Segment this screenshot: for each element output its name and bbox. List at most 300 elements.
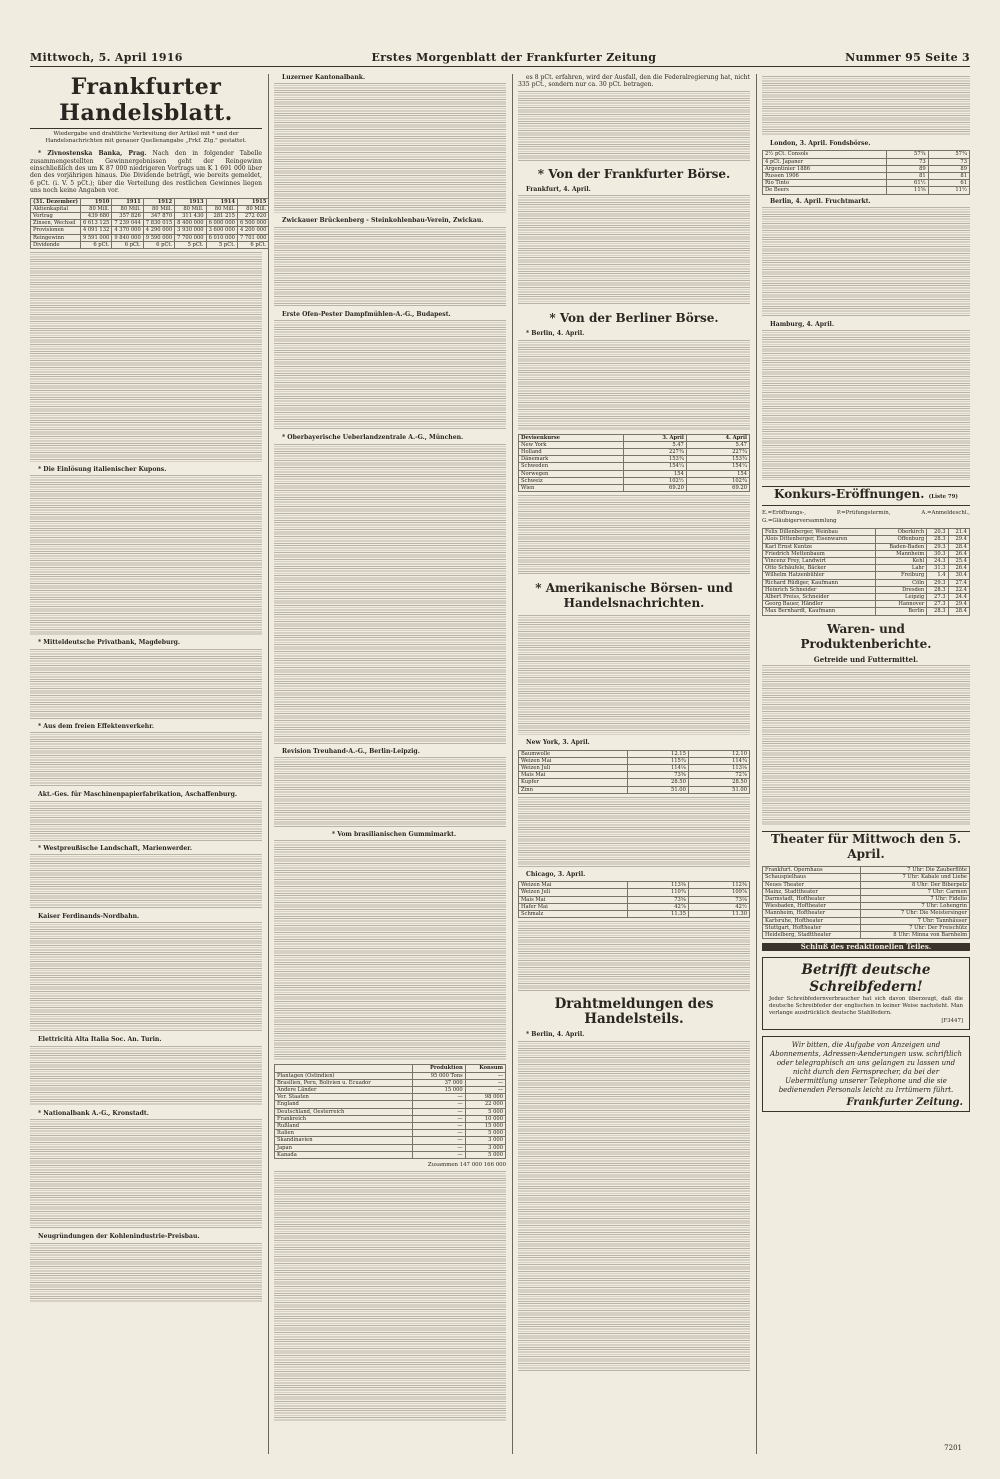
table-row: [763, 601, 970, 608]
table-row: [763, 888, 970, 895]
theater-table: [762, 866, 970, 939]
table-cell: 80 Mill.: [237, 205, 268, 212]
table-cell: Schweden: [519, 463, 624, 470]
article-heading: Revision Treuhand-A.-G., Berlin-Leipzig.: [282, 747, 420, 755]
table-cell: Weizen Mai: [519, 882, 628, 889]
table-row: [763, 165, 970, 172]
table-row: [519, 470, 750, 477]
table-cell: 11½: [928, 187, 969, 194]
table-cell: 28.3: [927, 536, 948, 543]
section-heading: Waren- und Produktenberichte.: [800, 621, 932, 651]
table-cell: —: [413, 1130, 466, 1137]
article-body: [518, 921, 750, 991]
table-cell: Kehl: [875, 558, 927, 565]
table-row: [763, 917, 970, 924]
table-cell: Otto Schäufele, Bäcker: [763, 565, 876, 572]
article-body: [30, 1119, 262, 1229]
bank-earnings-table: [30, 198, 269, 249]
header-paper: Erstes Morgenblatt der Frankfurter Zeitung: [371, 51, 657, 64]
table-cell: 227¾: [623, 449, 686, 456]
table-row: [519, 779, 750, 786]
table-cell: Mais Mai: [519, 772, 628, 779]
article-body: [274, 1171, 506, 1421]
chicago-market-table: [518, 881, 750, 918]
table-header-cell: 1911: [112, 198, 143, 205]
section-heading: * Von der Frankfurter Börse.: [537, 166, 731, 181]
table-cell: 102½: [623, 477, 686, 484]
article-heading: Erste Ofen-Pester Dampfmühlen-A.-G., Budapest.: [282, 310, 451, 318]
article-body: [30, 475, 262, 635]
table-cell: 113⅜: [627, 882, 688, 889]
table-cell: 11⅝: [887, 187, 928, 194]
table-row: [519, 911, 750, 918]
table-row: [519, 750, 750, 757]
table-cell: 95 000 Tons: [413, 1072, 466, 1079]
article-body: [30, 649, 262, 719]
table-cell: Leipzig: [875, 594, 927, 601]
table-cell: Lahr: [875, 565, 927, 572]
article-heading: Zwickauer Brückenberg - Steinkohlenbau-Verein, Zwickau.: [282, 217, 484, 225]
table-cell: Friedrich Mettenbaum: [763, 550, 876, 557]
table-row: [763, 903, 970, 910]
exchange-rate-table: [518, 434, 750, 493]
table-cell: Mainz, Stadttheater: [763, 888, 861, 895]
table-row: [31, 220, 269, 227]
article-heading: * Oberbayerische Ueberlandzentrale A.-G., München.: [282, 434, 464, 442]
table-cell: Dividende: [31, 241, 81, 248]
table-row: [763, 594, 970, 601]
article-body: [30, 854, 262, 909]
table-cell: 5 pCt.: [175, 241, 206, 248]
article-text: Nach den in folgender Tabelle zusammengestellten Gewinnergebnissen geht der Reingewinn einschließlich des um K 87 000 niedrigeren Vortrags um K 1 691 000 über den des vorjährigen hinaus. Die Dividende beträgt, wie bereits gemeldet, 6 pCt. (i. V. 5 pCt.); über die Verteilung des restlichen Gewinnes liegen uns noch keine Angaben vor.: [30, 150, 263, 195]
table-cell: —: [413, 1123, 466, 1130]
table-cell: 5 000: [465, 1108, 505, 1115]
table-cell: 4 pCt. Japaner: [763, 158, 887, 165]
table-cell: 30.4: [948, 572, 969, 579]
table-cell: Heidelberg, Stadttheater: [763, 931, 861, 938]
table-cell: Hafer Mai: [519, 903, 628, 910]
article-body: [30, 252, 262, 462]
article-body: [762, 665, 970, 825]
dateline: Chicago, 3. April.: [526, 870, 586, 878]
table-cell: 15 000: [465, 1123, 505, 1130]
table-row: [763, 931, 970, 938]
section-heading: Theater für Mittwoch den 5. April.: [762, 831, 970, 862]
table-cell: —: [413, 1108, 466, 1115]
table-cell: 6 pCt.: [80, 241, 111, 248]
table-row: [763, 180, 970, 187]
article-body: [274, 840, 506, 1060]
table-header-cell: Konsum: [465, 1065, 505, 1072]
table-row: [763, 565, 970, 572]
table-cell: 102¾: [686, 477, 749, 484]
table-cell: 114⅛: [627, 765, 688, 772]
table-cell: 113⅛: [688, 765, 749, 772]
table-cell: —: [413, 1137, 466, 1144]
newspaper-page: [30, 34, 970, 1454]
table-cell: 28.50: [688, 779, 749, 786]
table-cell: 61: [928, 180, 969, 187]
table-row: [519, 485, 750, 492]
table-cell: Holland: [519, 449, 624, 456]
table-cell: 7 Uhr: Tannhäuser: [861, 917, 970, 924]
table-cell: 7 Uhr: Die Zauberflöte: [861, 867, 970, 874]
table-cell: Provisionen: [31, 227, 81, 234]
table-cell: 114¾: [688, 757, 749, 764]
table-row: [763, 550, 970, 557]
table-cell: 25.4: [948, 558, 969, 565]
dateline: London, 3. April. Fondsbörse.: [770, 140, 871, 147]
table-row: [763, 558, 970, 565]
column-3: [518, 74, 750, 1454]
table-row: [519, 765, 750, 772]
article-body: [518, 797, 750, 867]
table-row: [763, 608, 970, 615]
table-cell: 7 700 000: [175, 234, 206, 241]
table-cell: 5.47: [623, 441, 686, 448]
table-cell: 110¾: [627, 889, 688, 896]
table-cell: Schauspielhaus: [763, 874, 861, 881]
table-cell: —: [465, 1087, 505, 1094]
table-cell: Georg Bauer, Händler: [763, 601, 876, 608]
dateline: * Berlin, 4. April.: [526, 330, 585, 338]
article-heading: Akt.-Ges. für Maschinenpapierfabrikation, Aschaffenburg.: [38, 791, 237, 799]
table-cell: 227¾: [686, 449, 749, 456]
table-cell: Richard Rüdiger, Kaufmann: [763, 579, 876, 586]
rubber-total: Zusammen 147 000 166 000: [427, 1162, 506, 1169]
article-body: [518, 340, 750, 430]
table-row: [31, 213, 269, 220]
table-cell: 26.4: [948, 565, 969, 572]
table-header-cell: (31. Dezember): [31, 198, 81, 205]
table-row: [519, 896, 750, 903]
table-cell: 5 000: [465, 1151, 505, 1158]
table-cell: Ver. Staaten: [275, 1094, 413, 1101]
table-cell: Italien: [275, 1130, 413, 1137]
table-cell: 311 430: [175, 213, 206, 220]
table-cell: 4 200 000: [237, 227, 268, 234]
table-cell: 154: [686, 470, 749, 477]
article-body: [274, 227, 506, 307]
table-row: [763, 536, 970, 543]
table-cell: 27.4: [948, 579, 969, 586]
table-row: [519, 757, 750, 764]
table-cell: 7 Uhr: Fidelio: [861, 895, 970, 902]
table-cell: Norwegen: [519, 470, 624, 477]
table-cell: 272 020: [237, 213, 268, 220]
table-cell: Kanada: [275, 1151, 413, 1158]
article-body: [274, 444, 506, 744]
table-cell: 347 870: [143, 213, 174, 220]
table-cell: 4 091 132: [80, 227, 111, 234]
table-row: [31, 241, 269, 248]
bankruptcy-table: [762, 528, 970, 615]
dateline: Frankfurt, 4. April.: [526, 185, 591, 193]
table-cell: 7 830 015: [143, 220, 174, 227]
table-cell: 6 010 000: [206, 234, 237, 241]
table-row: [763, 151, 970, 158]
ad-title: Betrifft deutsche Schreibfedern!: [801, 961, 931, 995]
article-heading: Luzerner Kantonalbank.: [282, 74, 366, 81]
article-heading: * Aus dem freien Effektenverkehr.: [38, 722, 154, 730]
table-cell: New York: [519, 441, 624, 448]
table-cell: 153¾: [623, 456, 686, 463]
ad-ref: [F3447]: [941, 1017, 963, 1024]
table-cell: 6 pCt.: [112, 241, 143, 248]
table-row: [763, 924, 970, 931]
table-row: [275, 1087, 506, 1094]
table-cell: 357 826: [112, 213, 143, 220]
article-heading: * Mitteldeutsche Privatbank, Magdeburg.: [38, 639, 181, 647]
table-row: [763, 874, 970, 881]
table-cell: Weizen Juli: [519, 765, 628, 772]
page-code: 7201: [944, 1444, 962, 1452]
table-cell: Rio Tinto: [763, 180, 887, 187]
table-cell: 98 000: [465, 1094, 505, 1101]
london-market-table: [762, 150, 970, 194]
table-cell: 3 000: [465, 1144, 505, 1151]
table-row: [31, 234, 269, 241]
table-cell: 2½ pCt. Consols: [763, 151, 887, 158]
table-row: [763, 881, 970, 888]
table-cell: 7 Uhr: Der Freischütz: [861, 924, 970, 931]
column-4: [762, 74, 970, 1454]
table-cell: Schmalz: [519, 911, 628, 918]
table-cell: Max Bernhardt, Kaufmann: [763, 608, 876, 615]
table-cell: 154¼: [623, 463, 686, 470]
table-cell: Reingewinn: [31, 234, 81, 241]
table-cell: 37 000: [413, 1079, 466, 1086]
table-row: [519, 772, 750, 779]
table-cell: 81: [887, 173, 928, 180]
table-cell: 7 Uhr: Lohengrin: [861, 903, 970, 910]
table-cell: 9 591 000: [80, 234, 111, 241]
table-row: [519, 463, 750, 470]
article-body: [518, 195, 750, 305]
table-cell: Plantagen (Ostindien): [275, 1072, 413, 1079]
table-row: [275, 1094, 506, 1101]
table-cell: Oberkirch: [875, 529, 927, 536]
table-row: [763, 572, 970, 579]
table-row: [763, 543, 970, 550]
table-cell: 115¾: [627, 757, 688, 764]
table-cell: 7 Uhr: Carmen: [861, 888, 970, 895]
table-row: [275, 1144, 506, 1151]
table-cell: —: [413, 1094, 466, 1101]
table-row: [275, 1123, 506, 1130]
table-cell: 12.15: [627, 750, 688, 757]
table-cell: 80 Mill.: [206, 205, 237, 212]
table-row: [763, 895, 970, 902]
table-row: [275, 1151, 506, 1158]
table-cell: 6 000 000: [206, 220, 237, 227]
table-cell: 24.4: [948, 594, 969, 601]
table-row: [275, 1130, 506, 1137]
dateline: * Berlin, 4. April.: [526, 1031, 585, 1039]
table-cell: 281 215: [206, 213, 237, 220]
table-cell: 3 600 000: [206, 227, 237, 234]
table-cell: 153¾: [686, 456, 749, 463]
table-row: [275, 1108, 506, 1115]
table-cell: Brasilien, Peru, Bolivien u. Ecuador: [275, 1079, 413, 1086]
table-cell: Aktienkapital: [31, 205, 81, 212]
dateline: Berlin, 4. April. Fruchtmarkt.: [770, 197, 871, 205]
column-1: [30, 74, 267, 1454]
table-cell: 4 370 000: [112, 227, 143, 234]
table-cell: Offenburg: [875, 536, 927, 543]
table-cell: Mannheim, Hoftheater: [763, 910, 861, 917]
konkurs-title: Konkurs-Eröffnungen.: [774, 487, 925, 502]
article-body: [30, 801, 262, 841]
table-cell: 89: [928, 165, 969, 172]
table-cell: —: [413, 1101, 466, 1108]
table-cell: 28.50: [627, 779, 688, 786]
table-cell: Zinsen, Wechsel: [31, 220, 81, 227]
table-cell: Freiburg: [875, 572, 927, 579]
table-cell: Vortrag: [31, 213, 81, 220]
article-body: [518, 91, 750, 161]
article-body: [762, 76, 970, 136]
table-cell: Rußland: [275, 1123, 413, 1130]
table-cell: 69.20: [686, 485, 749, 492]
table-cell: 28.3: [927, 586, 948, 593]
table-row: [519, 889, 750, 896]
table-cell: 80 Mill.: [80, 205, 111, 212]
table-cell: 8 Uhr: Der Biberpelz: [861, 881, 970, 888]
table-cell: 51.00: [627, 786, 688, 793]
table-cell: 6 pCt.: [237, 241, 268, 248]
article-body: [518, 615, 750, 735]
table-cell: 109⅞: [688, 889, 749, 896]
table-cell: Karlsruhe, Hoftheater: [763, 917, 861, 924]
table-cell: 80 Mill.: [143, 205, 174, 212]
table-cell: 29.3: [927, 543, 948, 550]
section-heading: Drahtmeldungen des Handelsteils.: [554, 996, 714, 1028]
table-cell: —: [413, 1115, 466, 1122]
table-cell: 11.30: [688, 911, 749, 918]
table-header-cell: Produktion: [413, 1065, 466, 1072]
table-cell: Alois Dittenberger, Eisenwaren: [763, 536, 876, 543]
article-heading: * Zivnostenska Banka, Prag.: [38, 150, 147, 158]
section-subheading: Getreide und Futtermittel.: [813, 654, 919, 664]
article-body: [274, 320, 506, 430]
ad-text: Wir bitten, die Aufgabe von Anzeigen und Abonnements, Adressen-Aenderungen usw. schriftlich oder telegraphisch an uns gelangen zu lassen und nicht durch den Fernsprecher, da bei der Uebermittlung unserer Telephone und die sie bedienenden Personals leicht zu Irrtümern führt.: [770, 1041, 962, 1095]
advertisement-pens: [762, 957, 970, 1031]
table-cell: 73: [887, 158, 928, 165]
table-row: [763, 586, 970, 593]
table-header-cell: 1915: [237, 198, 268, 205]
table-cell: Wiesbaden, Hoftheater: [763, 903, 861, 910]
article-text: es 8 pCt. erfahren, wird der Ausfall, den die Federalregierung hat, nicht 335 pCt., sondern nur ca. 30 pCt. betragen.: [518, 74, 750, 89]
table-row: [763, 867, 970, 874]
table-cell: 21.4: [948, 529, 969, 536]
column-rule: [512, 74, 513, 1454]
section-heading: * Amerikanische Börsen- und Handelsnachrichten.: [535, 581, 733, 611]
article-heading: Kaiser Ferdinands-Nordbahn.: [38, 913, 140, 921]
table-row: [519, 477, 750, 484]
table-header-cell: 1912: [143, 198, 174, 205]
table-cell: England: [275, 1101, 413, 1108]
table-cell: 5 000: [465, 1130, 505, 1137]
table-cell: 7 239 044: [112, 220, 143, 227]
table-cell: 57¾: [928, 151, 969, 158]
article-heading: * Westpreußische Landschaft, Marienwerder.: [38, 844, 192, 852]
table-cell: —: [413, 1151, 466, 1158]
table-header-cell: 4. April: [686, 434, 749, 441]
table-row: [763, 158, 970, 165]
table-cell: Dänemark: [519, 456, 624, 463]
table-cell: 12.10: [688, 750, 749, 757]
table-cell: Frankfurt. Opernhaus: [763, 867, 861, 874]
table-cell: 24.3: [927, 558, 948, 565]
table-row: [275, 1137, 506, 1144]
table-cell: 3 000: [465, 1137, 505, 1144]
table-row: [275, 1079, 506, 1086]
table-cell: 30.3: [927, 550, 948, 557]
table-cell: Schweiz: [519, 477, 624, 484]
table-cell: Deutschland, Oesterreich: [275, 1108, 413, 1115]
table-cell: Mannheim: [875, 550, 927, 557]
article-body: [518, 1041, 750, 1371]
table-cell: Japan: [275, 1144, 413, 1151]
article-heading: Elettricità Alta Italia Soc. An. Turin.: [38, 1036, 162, 1044]
konkurs-legend: E.=Eröffnungs-, P.=Prüfungstermin, A.=Anmeldeschl., G.=Gläubigerversammlung: [762, 510, 970, 524]
article-body: [30, 922, 262, 1032]
table-row: [519, 456, 750, 463]
table-cell: Kupfer: [519, 779, 628, 786]
table-cell: 81: [928, 173, 969, 180]
table-row: [763, 529, 970, 536]
table-cell: —: [465, 1079, 505, 1086]
table-cell: 9 840 000: [112, 234, 143, 241]
table-cell: 112⅜: [688, 882, 749, 889]
table-row: [763, 579, 970, 586]
ad-text: Jeder Schreibfedernverbraucher hat sich davon überzeugt, daß die deutsche Schreibfeder der englischen in keiner Weise nachsteht. Man verlange ausdrücklich deutsche Stahlfedern.: [769, 995, 963, 1017]
table-cell: 7 701 000: [237, 234, 268, 241]
table-cell: —: [465, 1072, 505, 1079]
header-date: Mittwoch, 5. April 1916: [30, 51, 183, 64]
table-cell: 7 Uhr: Kabale und Liebe: [861, 874, 970, 881]
table-cell: 1.4: [927, 572, 948, 579]
table-cell: Skandinavien: [275, 1137, 413, 1144]
table-cell: 57¾: [887, 151, 928, 158]
table-cell: Darmstadt, Hoftheater: [763, 895, 861, 902]
table-cell: Cöln: [875, 579, 927, 586]
table-cell: 61½: [887, 180, 928, 187]
table-row: [763, 187, 970, 194]
table-cell: 31.3: [927, 565, 948, 572]
table-cell: 29.3: [927, 579, 948, 586]
table-cell: 73⅛: [688, 896, 749, 903]
table-cell: 26.4: [948, 550, 969, 557]
table-cell: 29.4: [948, 536, 969, 543]
article-body: [762, 207, 970, 317]
table-cell: 27.3: [927, 594, 948, 601]
column-rule: [268, 74, 269, 1454]
table-cell: 42⅞: [627, 903, 688, 910]
table-row: [519, 786, 750, 793]
dateline: New York, 3. April.: [526, 739, 590, 747]
table-cell: Argentinier 1886: [763, 165, 887, 172]
table-row: [31, 205, 269, 212]
section-heading: [762, 486, 970, 506]
table-cell: 80 Mill.: [112, 205, 143, 212]
table-cell: 439 680: [80, 213, 111, 220]
table-cell: Baden-Baden: [875, 543, 927, 550]
table-cell: 8 Uhr: Minna von Barnhelm: [861, 931, 970, 938]
new-york-market-table: [518, 750, 750, 794]
table-cell: 9 590 000: [143, 234, 174, 241]
